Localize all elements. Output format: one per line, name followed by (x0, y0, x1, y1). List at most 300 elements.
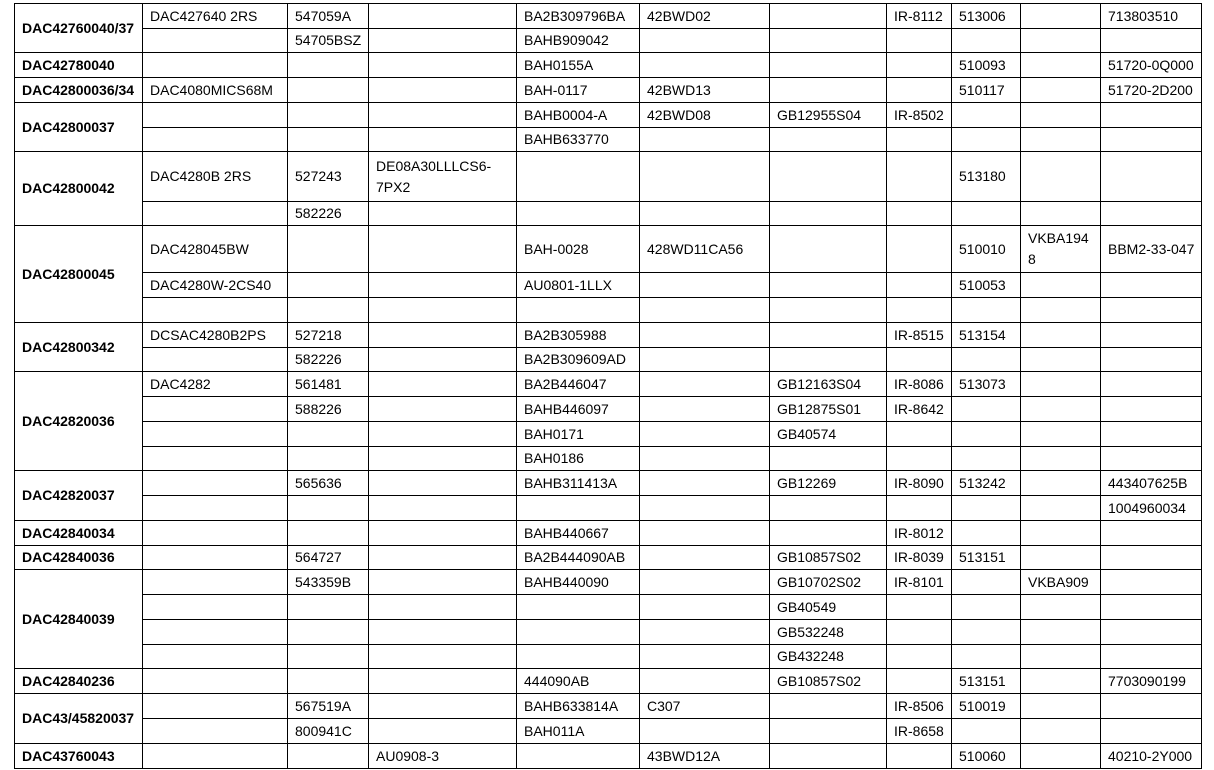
table-row (15, 521, 1202, 546)
table-cell (1101, 29, 1202, 53)
table-cell (640, 669, 770, 694)
table-cell (1101, 348, 1202, 372)
table-row (15, 744, 1202, 769)
part-number-cell: DAC42840036 (15, 546, 143, 570)
table-cell (1101, 570, 1202, 595)
table-cell (369, 29, 517, 53)
table-cell (1101, 152, 1202, 202)
table-cell (770, 29, 887, 53)
table-cell (887, 78, 952, 103)
table-cell (887, 53, 952, 78)
table-cell (1021, 128, 1101, 152)
table-cell: 561481 (288, 372, 369, 397)
table-row (15, 226, 1202, 273)
table-cell (887, 202, 952, 226)
table-cell (288, 226, 369, 273)
table-cell (770, 694, 887, 719)
table-cell (1021, 323, 1101, 348)
table-cell: BAHB633770 (517, 128, 640, 152)
table-cell (1101, 595, 1202, 620)
table-cell: IR-8515 (887, 323, 952, 348)
table-cell (288, 78, 369, 103)
table-cell (640, 521, 770, 546)
table-cell: 513006 (952, 4, 1021, 29)
table-cell (1021, 53, 1101, 78)
table-cell: BAHB0004-A (517, 103, 640, 128)
table-cell: 547059A (288, 4, 369, 29)
table-cell (288, 669, 369, 694)
table-cell: GB40549 (770, 595, 887, 620)
table-cell: 510019 (952, 694, 1021, 719)
table-cell (369, 719, 517, 744)
table-cell (1101, 128, 1202, 152)
table-cell: IR-8012 (887, 521, 952, 546)
table-cell: IR-8101 (887, 570, 952, 595)
table-cell: 428WD11CA56 (640, 226, 770, 273)
table-cell: BBM2-33-047 (1101, 226, 1202, 273)
table-cell (770, 152, 887, 202)
table-cell (770, 744, 887, 769)
table-cell (770, 4, 887, 29)
table-cell: GB12269 (770, 471, 887, 496)
table-cell (369, 4, 517, 29)
table-cell: BA2B309609AD (517, 348, 640, 372)
part-number-cell: DAC42760040/37 (15, 4, 143, 53)
table-cell: 527218 (288, 323, 369, 348)
table-cell (369, 298, 517, 323)
table-row (15, 29, 1202, 53)
table-cell (770, 226, 887, 273)
table-cell: 567519A (288, 694, 369, 719)
table-cell (143, 103, 288, 128)
table-cell (1021, 348, 1101, 372)
table-cell: 513242 (952, 471, 1021, 496)
table-cell (369, 103, 517, 128)
table-cell (143, 348, 288, 372)
table-cell: 42BWD08 (640, 103, 770, 128)
table-cell (887, 422, 952, 447)
table-cell (143, 694, 288, 719)
table-cell (143, 496, 288, 521)
table-cell (288, 53, 369, 78)
table-row (15, 202, 1202, 226)
table-cell (952, 496, 1021, 521)
table-cell (952, 128, 1021, 152)
table-cell: 42BWD02 (640, 4, 770, 29)
table-cell (887, 744, 952, 769)
table-cell (1101, 694, 1202, 719)
table-cell: 54705BSZ (288, 29, 369, 53)
table-cell: GB532248 (770, 620, 887, 645)
part-number-cell: DAC42800045 (15, 226, 143, 323)
table-cell: BA2B305988 (517, 323, 640, 348)
table-cell (640, 273, 770, 298)
table-cell (640, 298, 770, 323)
table-cell (517, 744, 640, 769)
table-row (15, 397, 1202, 422)
table-cell (143, 202, 288, 226)
table-cell (369, 645, 517, 669)
table-cell (770, 128, 887, 152)
table-cell (887, 595, 952, 620)
table-cell (770, 53, 887, 78)
table-cell (887, 669, 952, 694)
table-cell (640, 128, 770, 152)
table-cell (1101, 719, 1202, 744)
table-row (15, 152, 1202, 202)
table-cell (1021, 645, 1101, 669)
table-cell: DE08A30LLLCS6- 7PX2 (369, 152, 517, 202)
table-cell: 588226 (288, 397, 369, 422)
table-cell (640, 447, 770, 471)
part-number-cell: DAC42800037 (15, 103, 143, 152)
table-cell (143, 29, 288, 53)
table-cell (288, 128, 369, 152)
table-cell (143, 595, 288, 620)
table-cell (369, 397, 517, 422)
table-cell: GB10857S02 (770, 669, 887, 694)
table-cell (1021, 78, 1101, 103)
table-cell (640, 202, 770, 226)
table-cell (952, 29, 1021, 53)
part-number-cell: DAC42840236 (15, 669, 143, 694)
table-cell (288, 103, 369, 128)
table-row (15, 298, 1202, 323)
table-cell (143, 669, 288, 694)
part-number-cell: DAC42800042 (15, 152, 143, 226)
table-cell: 43BWD12A (640, 744, 770, 769)
table-cell (952, 521, 1021, 546)
table-cell (887, 273, 952, 298)
table-cell (1021, 620, 1101, 645)
table-cell (1021, 273, 1101, 298)
table-cell: BAH-0028 (517, 226, 640, 273)
table-cell (288, 595, 369, 620)
table-cell: BAH011A (517, 719, 640, 744)
table-cell: GB10702S02 (770, 570, 887, 595)
table-cell (369, 471, 517, 496)
table-cell (770, 78, 887, 103)
table-cell (770, 202, 887, 226)
table-cell (1021, 595, 1101, 620)
table-cell (1101, 521, 1202, 546)
table-cell (640, 422, 770, 447)
table-cell (1101, 447, 1202, 471)
table-cell (640, 471, 770, 496)
table-cell: IR-8039 (887, 546, 952, 570)
table-cell: 800941C (288, 719, 369, 744)
table-cell (143, 744, 288, 769)
table-cell (640, 620, 770, 645)
table-cell (143, 397, 288, 422)
table-cell: BAH0186 (517, 447, 640, 471)
table-cell (770, 298, 887, 323)
table-cell: 51720-2D200 (1101, 78, 1202, 103)
table-cell: BAHB909042 (517, 29, 640, 53)
table-cell: 513154 (952, 323, 1021, 348)
table-cell (517, 645, 640, 669)
table-cell (640, 496, 770, 521)
table-cell (887, 620, 952, 645)
table-cell (288, 447, 369, 471)
table-cell: GB40574 (770, 422, 887, 447)
table-cell (143, 521, 288, 546)
table-cell: DAC4280B 2RS (143, 152, 288, 202)
table-cell: 510010 (952, 226, 1021, 273)
table-cell: GB12955S04 (770, 103, 887, 128)
table-cell (887, 298, 952, 323)
table-cell (143, 471, 288, 496)
table-cell (288, 620, 369, 645)
table-cell (1021, 422, 1101, 447)
table-cell (369, 323, 517, 348)
table-cell (288, 298, 369, 323)
table-cell (887, 226, 952, 273)
table-cell (640, 719, 770, 744)
part-number-cell: DAC42840039 (15, 570, 143, 669)
table-row (15, 323, 1202, 348)
table-cell (640, 570, 770, 595)
table-cell (369, 521, 517, 546)
table-cell (1101, 645, 1202, 669)
table-cell (1021, 202, 1101, 226)
table-cell (369, 595, 517, 620)
table-row (15, 78, 1202, 103)
table-cell (887, 29, 952, 53)
table-cell (143, 546, 288, 570)
table-cell (517, 202, 640, 226)
table-cell (952, 103, 1021, 128)
table-cell: 565636 (288, 471, 369, 496)
table-cell (1101, 546, 1202, 570)
table-cell (1021, 694, 1101, 719)
table-cell (952, 620, 1021, 645)
table-cell (517, 298, 640, 323)
table-row (15, 620, 1202, 645)
table-cell: IR-8502 (887, 103, 952, 128)
table-cell (1021, 372, 1101, 397)
table-cell (952, 570, 1021, 595)
table-cell (1021, 29, 1101, 53)
table-cell (770, 496, 887, 521)
table-cell (770, 348, 887, 372)
table-cell (517, 496, 640, 521)
table-cell (952, 202, 1021, 226)
table-cell (517, 620, 640, 645)
table-cell: BAHB440090 (517, 570, 640, 595)
table-cell (1101, 103, 1202, 128)
table-cell: BA2B309796BA (517, 4, 640, 29)
table-cell (952, 348, 1021, 372)
table-cell: 543359B (288, 570, 369, 595)
table-cell (640, 323, 770, 348)
table-cell (288, 496, 369, 521)
table-cell (369, 348, 517, 372)
table-cell: AU0801-1LLX (517, 273, 640, 298)
table-cell: 513151 (952, 669, 1021, 694)
table-cell (887, 348, 952, 372)
table-cell (369, 546, 517, 570)
table-cell: GB12163S04 (770, 372, 887, 397)
table-cell (369, 422, 517, 447)
table-cell (369, 202, 517, 226)
table-cell (143, 620, 288, 645)
table-cell (952, 422, 1021, 447)
table-cell: 564727 (288, 546, 369, 570)
table-cell: DCSAC4280B2PS (143, 323, 288, 348)
table-cell: 1004960034 (1101, 496, 1202, 521)
table-cell (288, 744, 369, 769)
table-cell (288, 521, 369, 546)
table-row (15, 471, 1202, 496)
table-cell: IR-8506 (887, 694, 952, 719)
table-cell (517, 152, 640, 202)
table-cell (1101, 620, 1202, 645)
table-cell (770, 323, 887, 348)
table-cell: BAH0171 (517, 422, 640, 447)
table-cell (770, 273, 887, 298)
table-cell (143, 570, 288, 595)
table-cell (369, 570, 517, 595)
table-cell: 444090AB (517, 669, 640, 694)
table-cell (770, 521, 887, 546)
table-cell: GB12875S01 (770, 397, 887, 422)
table-cell: 42BWD13 (640, 78, 770, 103)
table-cell (369, 78, 517, 103)
table-cell: BAHB311413A (517, 471, 640, 496)
table-cell (1021, 744, 1101, 769)
table-cell (143, 422, 288, 447)
table-cell (143, 298, 288, 323)
table-cell (640, 397, 770, 422)
table-cell: VKBA194 8 (1021, 226, 1101, 273)
table-cell (1101, 372, 1202, 397)
part-number-cell: DAC42800036/34 (15, 78, 143, 103)
table-cell (952, 719, 1021, 744)
table-cell (640, 546, 770, 570)
table-cell (887, 152, 952, 202)
table-row (15, 128, 1202, 152)
table-cell (369, 53, 517, 78)
table-cell (369, 273, 517, 298)
table-cell (640, 595, 770, 620)
table-cell: 443407625B (1101, 471, 1202, 496)
table-cell (952, 645, 1021, 669)
table-cell (369, 447, 517, 471)
table-cell (369, 620, 517, 645)
table-row (15, 273, 1202, 298)
table-cell (517, 595, 640, 620)
part-number-cell: DAC42840034 (15, 521, 143, 546)
table-cell: 582226 (288, 202, 369, 226)
table-row (15, 422, 1202, 447)
table-cell: 7703090199 (1101, 669, 1202, 694)
table-cell (369, 226, 517, 273)
table-cell (770, 447, 887, 471)
table-cell: BA2B444090AB (517, 546, 640, 570)
table-cell (1101, 422, 1202, 447)
table-cell: BAH-0117 (517, 78, 640, 103)
table-cell: IR-8642 (887, 397, 952, 422)
table-cell (143, 53, 288, 78)
table-cell: IR-8086 (887, 372, 952, 397)
table-row (15, 348, 1202, 372)
table-cell: 510060 (952, 744, 1021, 769)
table-row (15, 496, 1202, 521)
table-cell (1101, 202, 1202, 226)
table-row (15, 447, 1202, 471)
table-cell: BAHB440667 (517, 521, 640, 546)
table-row (15, 669, 1202, 694)
table-cell (1021, 4, 1101, 29)
table-cell: 510117 (952, 78, 1021, 103)
table-cell: 513151 (952, 546, 1021, 570)
table-cell: 51720-0Q000 (1101, 53, 1202, 78)
table-cell (1101, 397, 1202, 422)
table-cell (1021, 103, 1101, 128)
table-row (15, 372, 1202, 397)
table-cell: BAH0155A (517, 53, 640, 78)
table-cell (1021, 496, 1101, 521)
part-number-cell: DAC42800342 (15, 323, 143, 372)
table-cell: 510093 (952, 53, 1021, 78)
table-cell (1021, 298, 1101, 323)
table-cell: GB10857S02 (770, 546, 887, 570)
table-cell (1021, 521, 1101, 546)
table-cell (887, 645, 952, 669)
part-number-cell: DAC43/45820037 (15, 694, 143, 744)
table-cell (1101, 273, 1202, 298)
table-cell: IR-8090 (887, 471, 952, 496)
table-cell: 40210-2Y000 (1101, 744, 1202, 769)
table-cell (143, 645, 288, 669)
table-cell: IR-8658 (887, 719, 952, 744)
table-cell (640, 645, 770, 669)
table-cell (640, 53, 770, 78)
table-cell (640, 29, 770, 53)
table-cell: 582226 (288, 348, 369, 372)
table-cell (288, 645, 369, 669)
table-cell (369, 694, 517, 719)
table-cell (887, 128, 952, 152)
table-cell (952, 447, 1021, 471)
table-body (15, 4, 1202, 769)
table-cell: VKBA909 (1021, 570, 1101, 595)
table-cell (887, 447, 952, 471)
part-number-cell: DAC42820036 (15, 372, 143, 471)
table-cell (369, 669, 517, 694)
bearing-cross-reference-table (14, 3, 1202, 769)
table-cell (288, 422, 369, 447)
table-cell (1021, 397, 1101, 422)
table-cell: DAC428045BW (143, 226, 288, 273)
table-cell: BAHB446097 (517, 397, 640, 422)
table-row (15, 645, 1202, 669)
table-cell (952, 298, 1021, 323)
table-cell (770, 719, 887, 744)
table-cell (288, 273, 369, 298)
table-row (15, 53, 1202, 78)
table-cell: 513073 (952, 372, 1021, 397)
table-cell: C307 (640, 694, 770, 719)
table-cell: IR-8112 (887, 4, 952, 29)
table-cell: DAC4282 (143, 372, 288, 397)
table-cell: BA2B446047 (517, 372, 640, 397)
table-cell (369, 128, 517, 152)
table-cell (640, 372, 770, 397)
table-row (15, 595, 1202, 620)
table-cell (143, 128, 288, 152)
